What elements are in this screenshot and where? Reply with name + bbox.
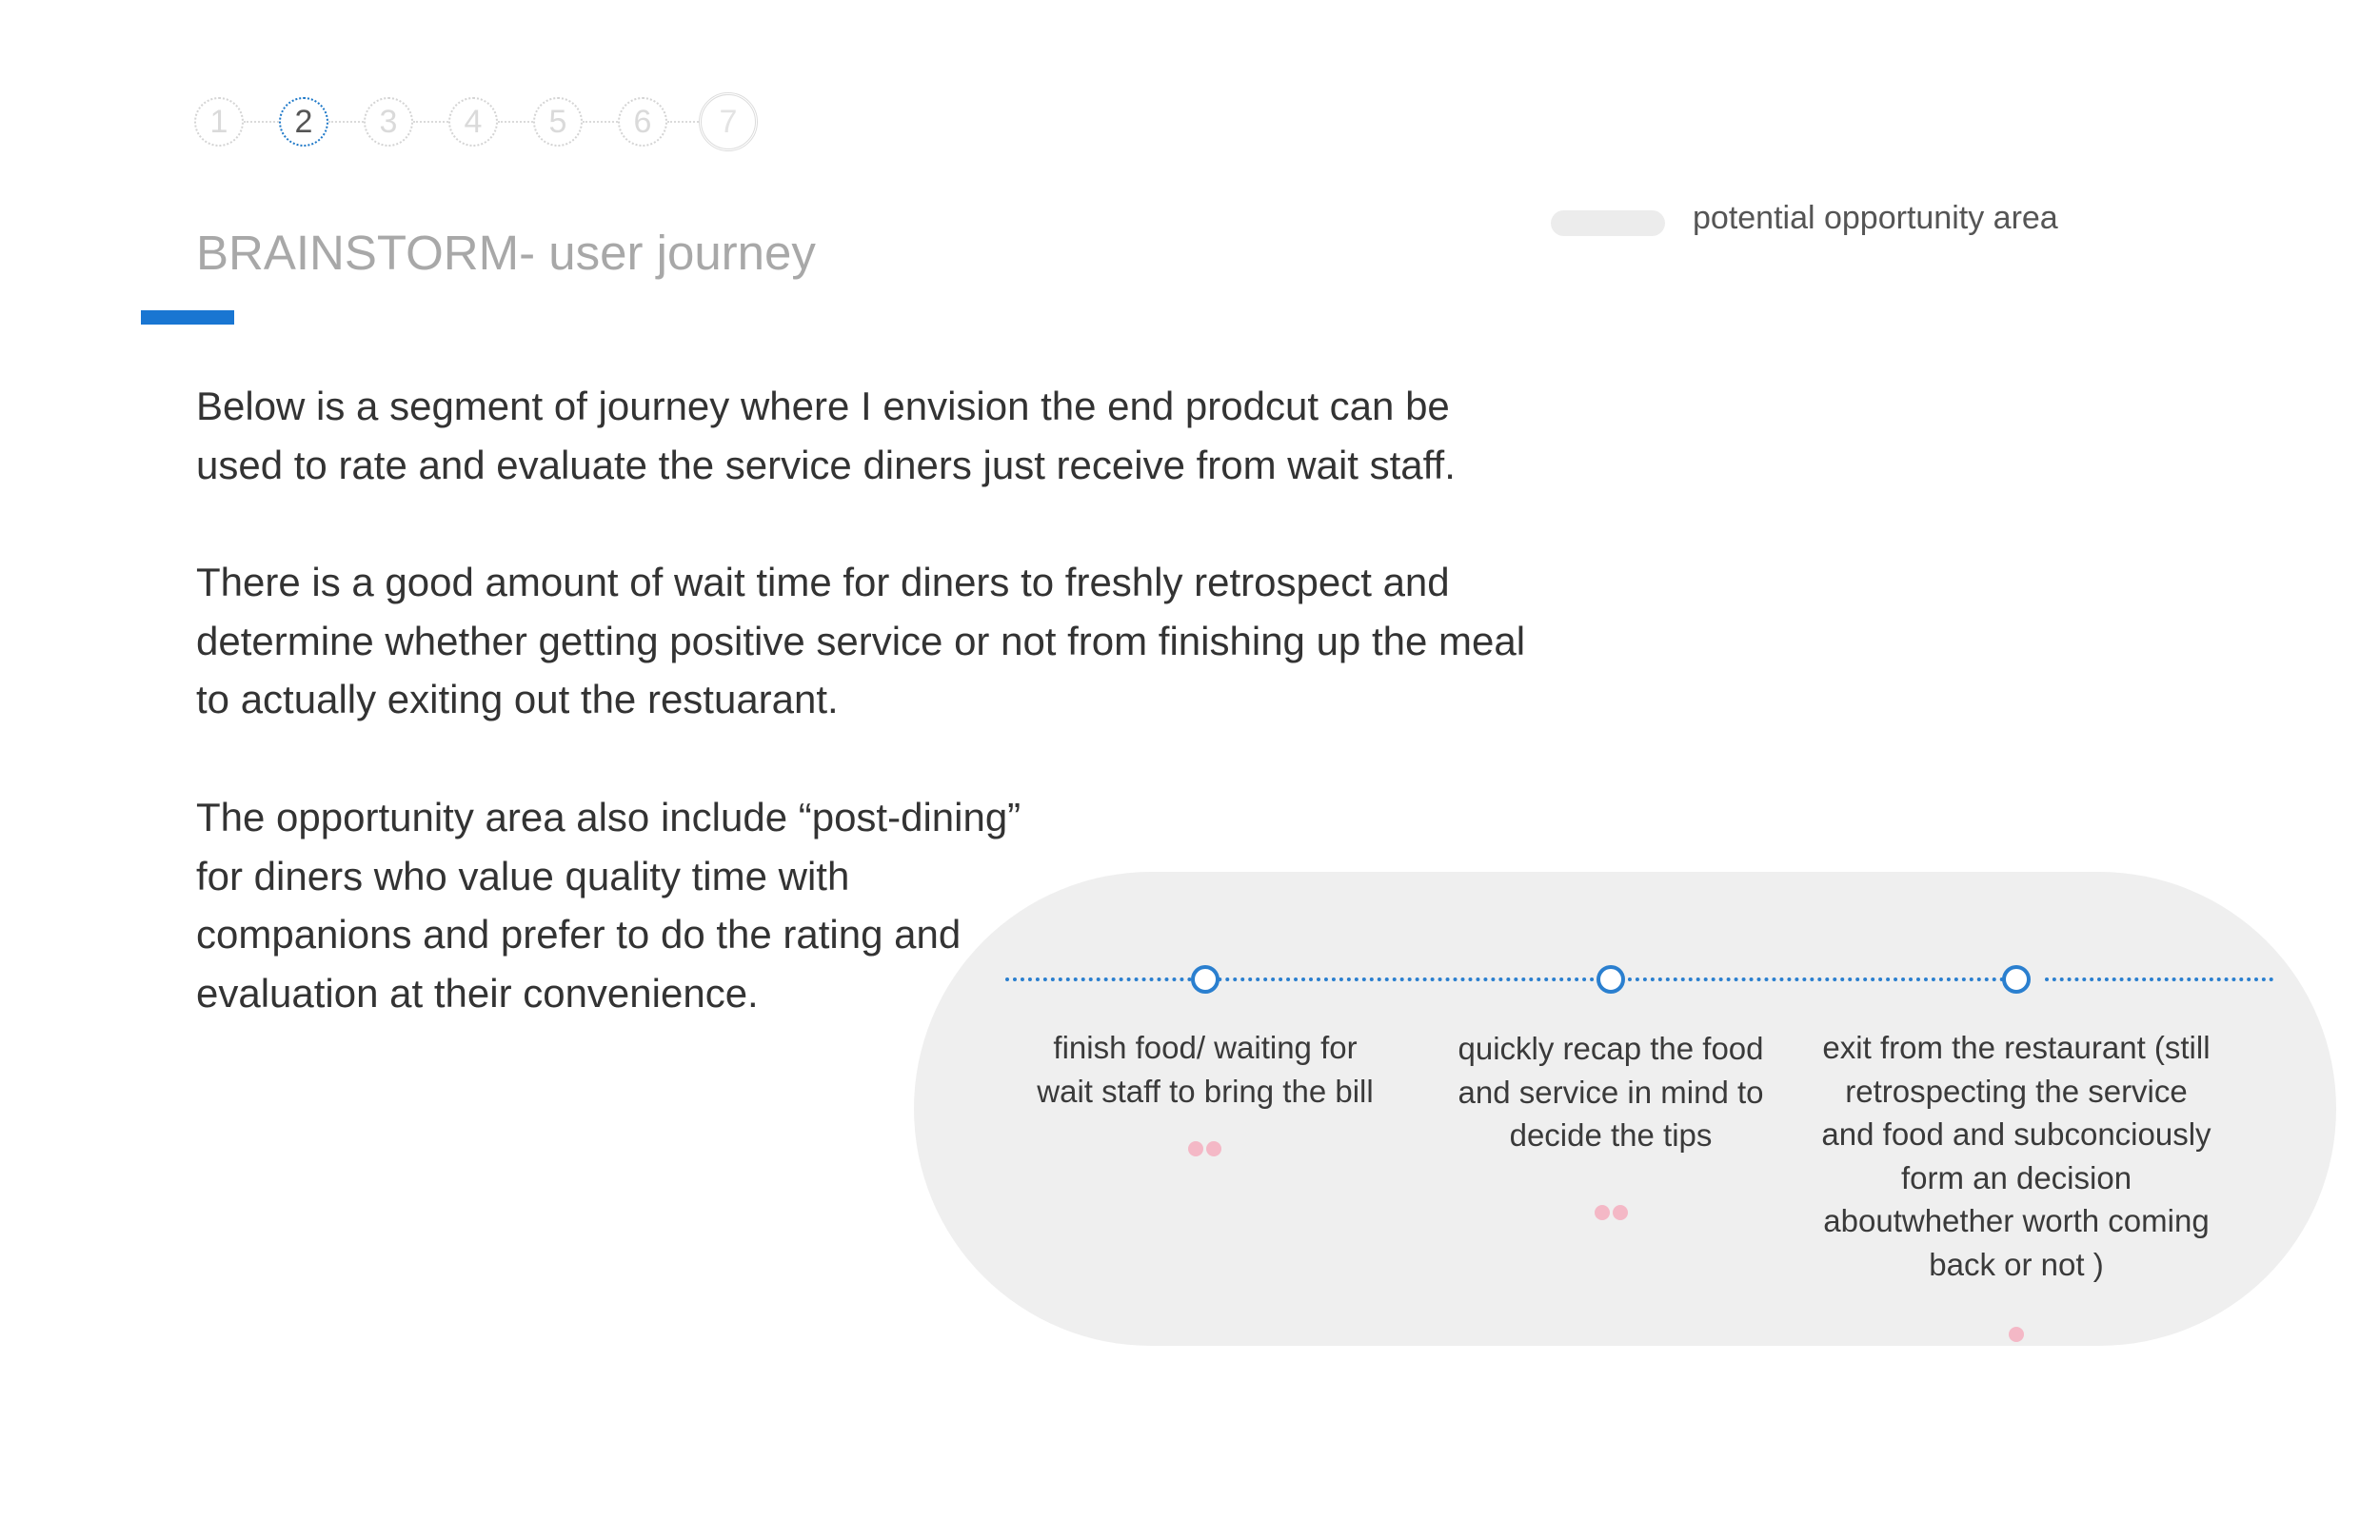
pink-dot (1188, 1141, 1203, 1156)
title-accent-bar (141, 310, 234, 325)
step-connector (498, 121, 533, 123)
journey-node-2 (1597, 965, 1625, 994)
step-connector (328, 121, 364, 123)
journey-step-3-text: exit from the restaurant (still retrospecting the service and food and subconciously form an decision aboutwhether worth coming back or not ) (1821, 1030, 2211, 1282)
step-connector (667, 121, 699, 123)
journey-track-continuation (2045, 977, 2273, 981)
wait-time-paragraph: There is a good amount of wait time for diners to freshly retrospect and determine whether getting positive service or not from finishing up the meal to actually exiting out the restuarant. (196, 560, 1526, 721)
intro-paragraph: Below is a segment of journey where I envision the end prodcut can be used to rate and evaluate the service diners just receive from wait staff. (196, 384, 1456, 487)
legend-label: potential opportunity area (1693, 200, 2058, 236)
journey-node-3 (2002, 965, 2031, 994)
step-4[interactable]: 4 (448, 97, 498, 147)
page-title: BRAINSTORM- user journey (196, 226, 816, 280)
step-1[interactable]: 1 (194, 97, 244, 147)
journey-step-1-dots (1188, 1141, 1221, 1156)
journey-step-1-text: finish food/ waiting for wait staff to bring the bill (1037, 1030, 1374, 1109)
step-6[interactable]: 6 (618, 97, 667, 147)
step-connector (583, 121, 618, 123)
post-dining-paragraph: The opportunity area also include “post-dining” for diners who value quality time with companions and prefer to do the rating and evaluation at their convenience. (196, 795, 1021, 1016)
pink-dot (2009, 1327, 2024, 1342)
progress-stepper (194, 91, 765, 154)
journey-step-2-text: quickly recap the food and service in mind to decide the tips (1458, 1031, 1764, 1153)
step-3[interactable]: 3 (364, 97, 413, 147)
pink-dot (1595, 1205, 1610, 1220)
step-5[interactable]: 5 (533, 97, 583, 147)
journey-step-2-dots (1595, 1205, 1628, 1220)
journey-node-1 (1191, 965, 1220, 994)
step-connector (413, 121, 448, 123)
step-7[interactable]: 7 (699, 92, 758, 151)
legend-swatch (1551, 210, 1665, 236)
pink-dot (1206, 1141, 1221, 1156)
journey-step-3-dots (2009, 1327, 2024, 1342)
step-2-active[interactable]: 2 (279, 97, 328, 147)
pink-dot (1613, 1205, 1628, 1220)
journey-track (1005, 977, 2013, 981)
step-connector (244, 121, 279, 123)
